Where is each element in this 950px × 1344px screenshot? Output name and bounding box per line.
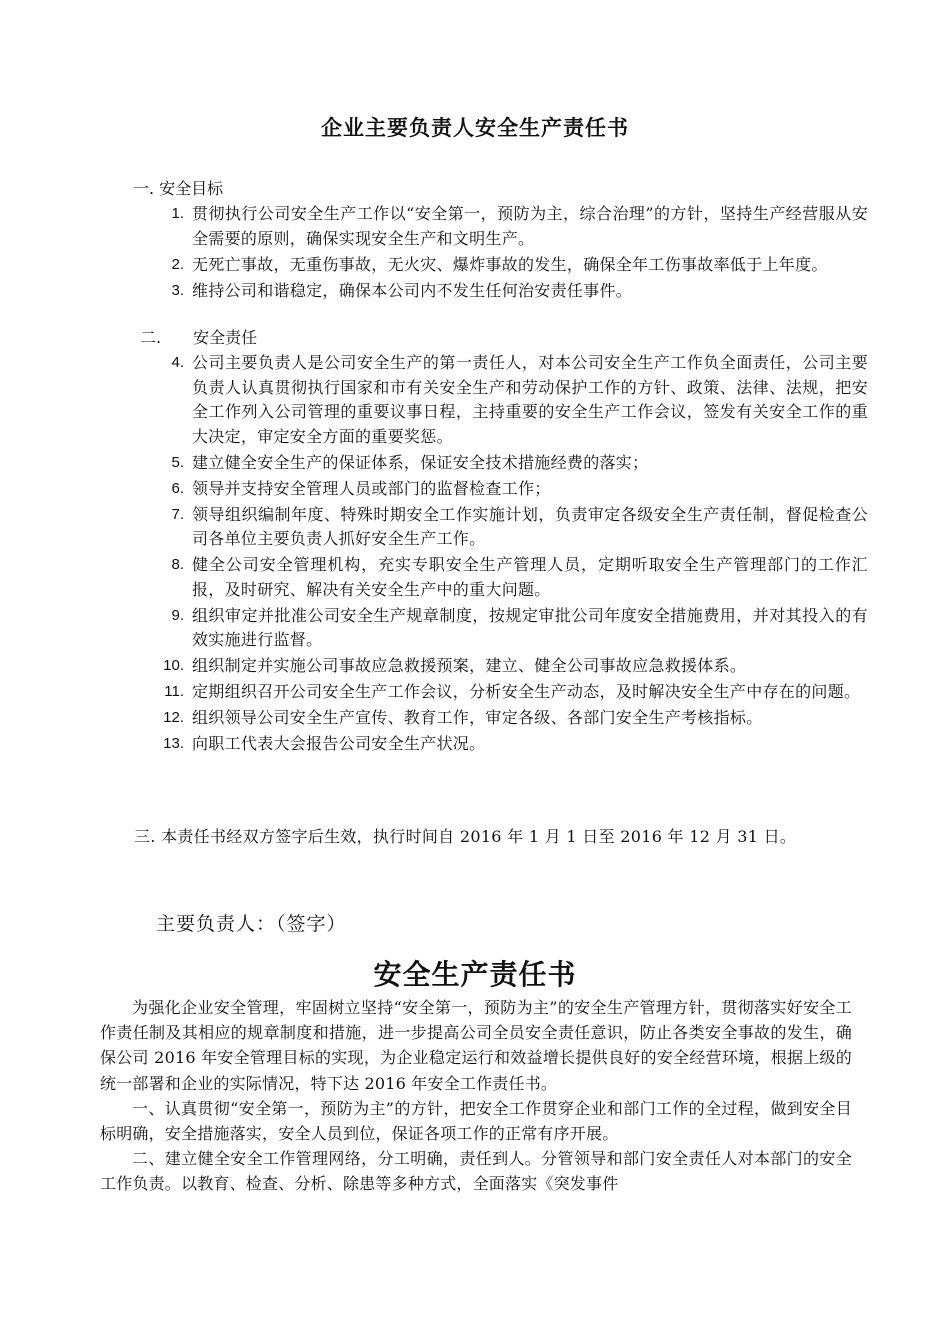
body-paragraph: 为强化企业安全管理，牢固树立坚持“安全第一，预防为主”的安全生产管理方针，贯彻落实好安全工作责任制及其相应的规章制度和措施，进一步提高公司全员安全责任意识，防止各类安全事故的发生，确保公司 2016 年安全管理目标的实现，为企业稳定运行和效益增长提供良好的安全经营环境，根据上级的统一部署和企业的实际情况，特下达 2016 年安全工作责任书。 xyxy=(100,998,852,1093)
list-item xyxy=(148,253,868,278)
list-item-number: 5. xyxy=(171,453,184,471)
signature-line: 主要负责人：（签字） xyxy=(156,913,347,935)
list-item-text: 组织审定并批准公司安全生产规章制度，按规定审批公司年度安全措施费用，并对其投入的有效实施进行监督。 xyxy=(192,605,868,649)
list-item xyxy=(148,477,868,502)
list-item-number: 6. xyxy=(171,479,184,497)
body-paragraph: 一、认真贯彻“安全第一，预防为主”的方针，把安全工作贯穿企业和部门工作的全过程，做到安全目标明确，安全措施落实，安全人员到位，保证各项工作的正常有序开展。 xyxy=(100,1098,852,1144)
list-item xyxy=(148,351,868,449)
section-heading-safety-goals: 一. 安全目标 xyxy=(133,179,224,198)
list-item-number: 10. xyxy=(163,657,184,674)
list-item xyxy=(148,654,868,679)
second-document-body xyxy=(100,995,852,1197)
list-item-text: 贯彻执行公司安全生产工作以“安全第一，预防为主，综合治理”的方针，坚持生产经营服从安全需要的原则，确保实现安全生产和文明生产。 xyxy=(192,204,868,248)
list-item xyxy=(148,680,868,705)
list-item xyxy=(148,279,868,304)
list-item xyxy=(148,604,868,653)
list-item-text: 组织领导公司安全生产宣传、教育工作，审定各级、各部门安全生产考核指标。 xyxy=(192,708,763,727)
document-title: 企业主要负责人安全生产责任书 xyxy=(321,115,629,140)
second-document-title: 安全生产责任书 xyxy=(373,958,577,991)
list-item xyxy=(148,553,868,602)
list-item xyxy=(148,732,868,757)
section-heading-safety-responsibility: 二. 安全责任 xyxy=(140,328,258,347)
list-item-number: 13. xyxy=(163,735,184,752)
list-item-text: 领导并支持安全管理人员或部门的监督检查工作； xyxy=(192,478,551,498)
list-item-number: 3. xyxy=(171,281,184,299)
safety-goals-list xyxy=(148,202,868,305)
list-item-text: 领导组织编制年度、特殊时期安全工作实施计划，负责审定各级安全生产责任制，督促检查公司各单位主要负责人抓好安全生产工作。 xyxy=(192,504,868,548)
list-item-text: 公司主要负责人是公司安全生产的第一责任人，对本公司安全生产工作负全面责任，公司主要负责人认真贯彻执行国家和市有关安全生产和劳动保护工作的方针、政策、法律、法规，把安全工作列入公司管理的重要议事日程，主持重要的安全生产工作会议，签发有关安全工作的重大决定，审定安全方面的重要奖惩。 xyxy=(192,353,868,446)
list-item-number: 4. xyxy=(171,354,184,371)
list-item xyxy=(148,451,868,476)
list-item-number: 2. xyxy=(171,255,184,273)
list-item-number: 12. xyxy=(163,709,184,726)
list-item-number: 11. xyxy=(164,683,184,700)
list-item-number: 9. xyxy=(171,606,184,624)
list-item-text: 组织制定并实施公司事故应急救援预案，建立、健全公司事故应急救援体系。 xyxy=(192,656,747,675)
list-item-text: 建立健全安全生产的保证体系，保证安全技术措施经费的落实； xyxy=(192,452,649,472)
safety-responsibility-list xyxy=(148,351,868,758)
list-item-text: 维持公司和谐稳定，确保本公司内不发生任何治安责任事件。 xyxy=(192,280,633,300)
effective-period-paragraph: 三. 本责任书经双方签字后生效，执行时间自 2016 年 1 月 1 日至 2016 年 12 月 31 日。 xyxy=(134,827,797,846)
list-item-text: 无死亡事故，无重伤事故，无火灾、爆炸事故的发生，确保全年工伤事故率低于上年度。 xyxy=(192,254,828,274)
list-item-number: 1. xyxy=(171,205,184,222)
list-item xyxy=(148,706,868,731)
list-item-number: 7. xyxy=(171,505,184,523)
body-paragraph: 二、建立健全安全工作管理网络，分工明确，责任到人。分管领导和部门安全责任人对本部门的安全工作负责。以教育、检查、分析、除患等多种方式，全面落实《突发事件 xyxy=(100,1149,852,1194)
list-item-number: 8. xyxy=(171,556,184,573)
list-item-text: 健全公司安全管理机构，充实专职安全生产管理人员，定期听取安全生产管理部门的工作汇报，及时研究、解决有关安全生产中的重大问题。 xyxy=(192,555,868,599)
list-item-text: 向职工代表大会报告公司安全生产状况。 xyxy=(192,734,486,753)
list-item-text: 定期组织召开公司安全生产工作会议，分析安全生产动态，及时解决安全生产中存在的问题。 xyxy=(192,682,861,701)
list-item xyxy=(148,202,868,251)
list-item xyxy=(148,503,868,552)
